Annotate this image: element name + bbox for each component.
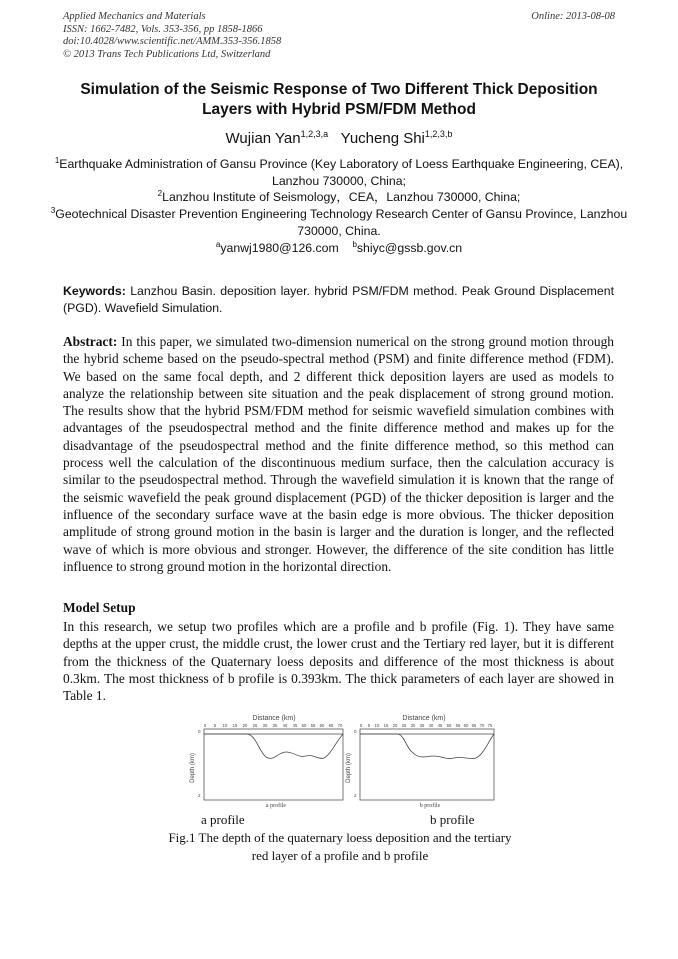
xtick: 20 [242, 723, 248, 728]
keywords-text: Lanzhou Basin. deposition layer. hybrid PSM/FDM method. Peak Ground Displacement (PGD). Wavefield Simulation. [63, 284, 614, 315]
abstract-text: In this paper, we simulated two-dimension numerical on the strong ground motion through the hybrid scheme based on the pseudo-spectral method (PSM) and finite difference method (FDM). We based on the same focal depth, and 2 different thick deposition layers are used as models to analyze the relationship between site situation and the peak displacement of strong ground motion. The results show that the hybrid PSM/FDM method for seismic wavefield simulation combines with advantages of the pseudospectral method and the finite difference method and makes up for the disadvantage of the pseudospectral method and the finite difference method, so this method can process well the calculation of the discontinuous medium surface, then the calculation accuracy is similar to the pseudospectral method. Through the wavefield simulation it is known that the range of the seismic wavefield the peak ground displacement (PGD) of the thicker deposition is larger and the influence of the secondary surface wave at the basin edge is more obvious. The thicker deposition amplitude of strong ground motion in the basin is larger and the duration is longer, and the reflected wave of which is more obvious and stronger. However, the difference of the site condition has little influence to strong ground motion in the horizontal direction. [63, 334, 614, 574]
model-setup-paragraph: In this research, we setup two profiles which are a profile and b profile (Fig. 1). They have same depths at the upper crust, the middle crust, the lower crust and the Tertiary red layer, but it is different from the thickness of the Quaternary loess deposits and difference of the most thickness is about 0.3km. The most thickness of b profile is 0.393km. The thick parameters of each layer are showed in Table 1. [63, 619, 614, 704]
xtick: 30 [410, 723, 416, 728]
xtick: 50 [301, 723, 307, 728]
inner-label: a profile [265, 803, 287, 809]
xtick: 65 [471, 723, 477, 728]
loess-line [204, 734, 343, 758]
inner-label: b profile [419, 803, 441, 809]
xtick: 0 [359, 723, 363, 728]
ytick: 2 [198, 793, 201, 798]
caption-line-1: Fig.1 The depth of the quaternary loess deposition and the tertiary [168, 830, 512, 845]
email-sup: a [215, 240, 221, 249]
xtick: 25 [401, 723, 407, 728]
xtick: 35 [272, 723, 278, 728]
issn: ISSN: 1662-7482, Vols. 353-356, pp 1858-1866 [63, 23, 263, 35]
email-a[interactable]: yanwj1980@126.com [220, 241, 339, 256]
xtick: 20 [392, 723, 398, 728]
abstract-label: Abstract: [63, 334, 118, 349]
ytick: 2 [354, 793, 357, 798]
author-name: Yucheng Shi [340, 130, 425, 147]
xtick: 55 [455, 723, 461, 728]
affiliation-3 [50, 203, 628, 239]
section-title: Model Setup [63, 600, 136, 615]
journal-header [63, 11, 615, 61]
xtick: 75 [487, 723, 493, 728]
aff-sup: 2 [157, 189, 163, 198]
xtick: 30 [262, 723, 268, 728]
figure-a-plot [186, 712, 346, 814]
xtick: 70 [337, 723, 343, 728]
author-name: Wujian Yan [225, 130, 301, 147]
xtick: 0 [203, 723, 207, 728]
xlabel: Distance (km) [252, 715, 296, 722]
email-sup: b [352, 240, 357, 249]
figure-a-label: a profile [201, 812, 245, 827]
xtick: 50 [446, 723, 452, 728]
abstract [63, 333, 614, 575]
xticks-b [360, 723, 493, 728]
copyright: © 2013 Trans Tech Publications Ltd, Switzerland [63, 48, 271, 60]
author-sup: 1,2,3,b [424, 129, 453, 139]
aff-sup: 1 [54, 156, 60, 165]
caption-line-2: red layer of a profile and b profile [251, 848, 429, 863]
aff-text: Geotechnical Disaster Prevention Engineering Technology Research Center of Gansu Province, Lanzhou 730000, China. [55, 207, 628, 238]
ytick: 0 [354, 729, 357, 734]
xtick: 10 [374, 723, 380, 728]
xtick: 15 [232, 723, 238, 728]
loess-line [360, 734, 494, 759]
journal-name: Applied Mechanics and Materials [63, 11, 206, 22]
keywords [63, 283, 614, 317]
xtick: 5 [213, 723, 217, 728]
keywords-label: Keywords: [63, 284, 126, 298]
title-line-1: Simulation of the Seismic Response of Two Different Thick Deposition [80, 81, 598, 98]
xtick: 40 [428, 723, 434, 728]
aff-text: Earthquake Administration of Gansu Province (Key Laboratory of Loess Earthquake Engineering, CEA), Lanzhou 730000, China; [59, 157, 624, 188]
ytick: 0 [198, 729, 201, 734]
emails [0, 240, 678, 255]
ylabel: Depth (km) [346, 753, 352, 783]
doi: doi:10.4028/www.scientific.net/AMM.353-356.1858 [63, 36, 282, 48]
affiliation-1 [50, 153, 628, 189]
xlabel: Distance (km) [402, 715, 446, 722]
xtick: 45 [437, 723, 443, 728]
aff-text: Lanzhou Institute of Seismology，CEA，Lanzhou 730000, China; [162, 190, 521, 205]
email-b[interactable]: shiyc@gssb.gov.cn [356, 241, 463, 256]
author-list [0, 124, 678, 149]
xtick: 55 [310, 723, 316, 728]
xtick: 60 [319, 723, 325, 728]
xtick: 65 [328, 723, 334, 728]
ylabel: Depth (km) [190, 753, 196, 783]
figure-b-plot [342, 712, 502, 814]
plot-frame [204, 729, 343, 800]
xtick: 5 [367, 723, 371, 728]
plot-frame [360, 729, 494, 800]
author-sup: 1,2,3,a [300, 129, 329, 139]
xtick: 40 [282, 723, 288, 728]
xtick: 10 [222, 723, 228, 728]
xtick: 70 [479, 723, 485, 728]
xtick: 15 [383, 723, 389, 728]
title-line-2: Layers with Hybrid PSM/FDM Method [202, 101, 476, 118]
paper-title [40, 80, 638, 120]
xtick: 45 [292, 723, 298, 728]
xtick: 35 [419, 723, 425, 728]
xtick: 25 [252, 723, 258, 728]
xticks-a [204, 723, 343, 728]
xtick: 60 [463, 723, 469, 728]
figure-caption [150, 829, 530, 865]
aff-sup: 3 [50, 206, 56, 215]
figure-b-label: b profile [430, 812, 475, 827]
online-date: Online: 2013-08-08 [531, 11, 615, 22]
